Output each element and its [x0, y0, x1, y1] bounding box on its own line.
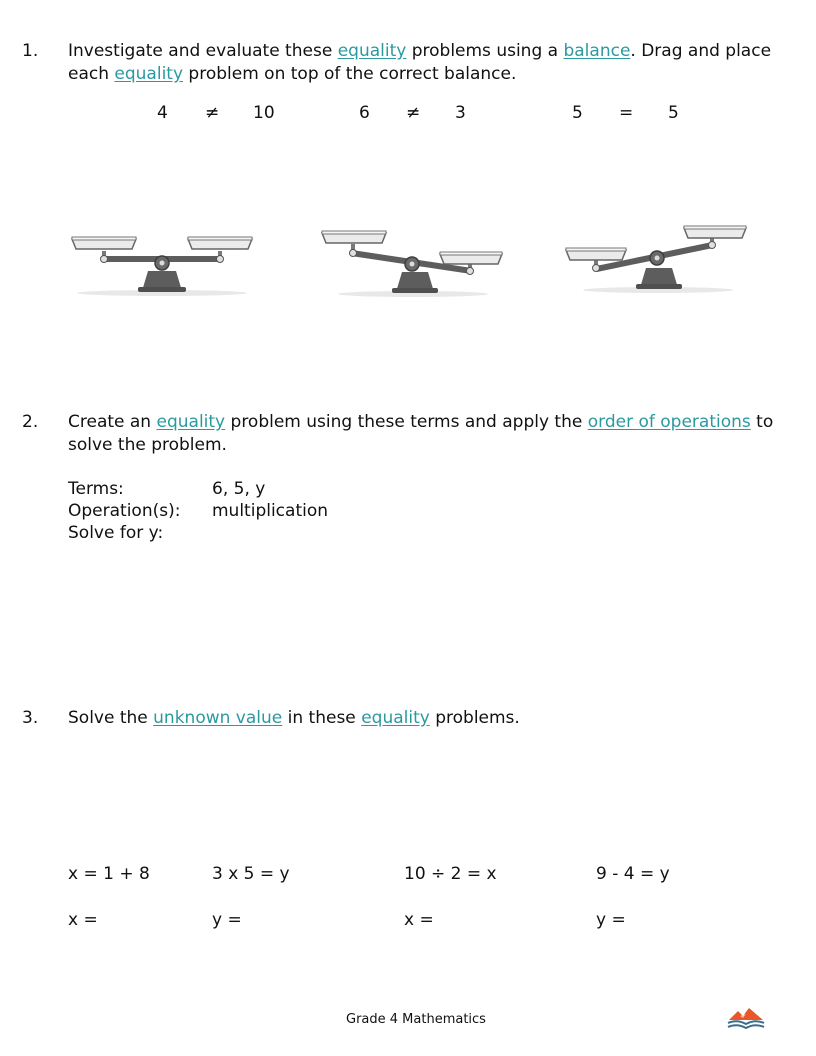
balance-link[interactable]: balance [563, 41, 631, 61]
text: . Drag and place [630, 41, 772, 61]
expression-2-operator[interactable]: ≠ [406, 103, 421, 123]
text: problems using a [406, 41, 564, 61]
expression-3-operator[interactable]: = [619, 103, 634, 123]
question-3-number: 3. [22, 708, 39, 728]
text: to [750, 412, 774, 432]
text: problems. [429, 708, 520, 728]
footer-text: Grade 4 Mathematics [346, 1012, 486, 1027]
text: Create an [68, 412, 157, 432]
operations-label: Operation(s): [68, 501, 181, 521]
expression-2-right[interactable]: 3 [455, 103, 466, 123]
equality-link[interactable]: equality [114, 64, 184, 84]
text: Solve the [68, 708, 154, 728]
question-1-line-1 [68, 40, 771, 63]
question-1-line-2 [68, 63, 516, 86]
problem-3-equation: 10 ÷ 2 = x [404, 864, 497, 884]
order-of-operations-link[interactable]: order of operations [587, 412, 751, 432]
problem-2-answer[interactable]: y = [212, 910, 242, 930]
question-2-line-2: solve the problem. [68, 435, 227, 455]
problem-1-equation: x = 1 + 8 [68, 864, 150, 884]
terms-label: Terms: [68, 479, 124, 499]
expression-3-right[interactable]: 5 [668, 103, 679, 123]
text: in these [282, 708, 362, 728]
problem-4-equation: 9 - 4 = y [596, 864, 670, 884]
expression-1-left[interactable]: 4 [157, 103, 168, 123]
equality-link[interactable]: equality [156, 412, 226, 432]
problem-2-equation: 3 x 5 = y [212, 864, 290, 884]
question-2-line-1 [68, 411, 773, 434]
problem-1-answer[interactable]: x = [68, 910, 98, 930]
question-2-number: 2. [22, 412, 39, 432]
expression-1-operator[interactable]: ≠ [205, 103, 220, 123]
text: problem on top of the correct balance. [183, 64, 517, 84]
question-1-number: 1. [22, 41, 39, 61]
equality-link[interactable]: equality [337, 41, 407, 61]
balance-scale-tilted-right-icon[interactable] [312, 222, 522, 300]
book-mountain-logo-icon [727, 1006, 765, 1032]
equality-link[interactable]: equality [361, 708, 430, 728]
unknown-value-link[interactable]: unknown value [153, 708, 283, 728]
solve-for-y-label: Solve for y: [68, 523, 164, 543]
operations-value: multiplication [212, 501, 329, 521]
terms-value: 6, 5, y [212, 479, 266, 499]
text: each [68, 64, 115, 84]
text: problem using these terms and apply the [225, 412, 588, 432]
expression-3-left[interactable]: 5 [572, 103, 583, 123]
expression-2-left[interactable]: 6 [359, 103, 370, 123]
balance-scale-tilted-left-icon[interactable] [560, 220, 760, 298]
question-3-line-1 [68, 707, 520, 730]
text: Investigate and evaluate these [68, 41, 338, 61]
problem-3-answer[interactable]: x = [404, 910, 434, 930]
balance-scale-level-icon[interactable] [60, 225, 270, 300]
problem-4-answer[interactable]: y = [596, 910, 626, 930]
expression-1-right[interactable]: 10 [253, 103, 275, 123]
